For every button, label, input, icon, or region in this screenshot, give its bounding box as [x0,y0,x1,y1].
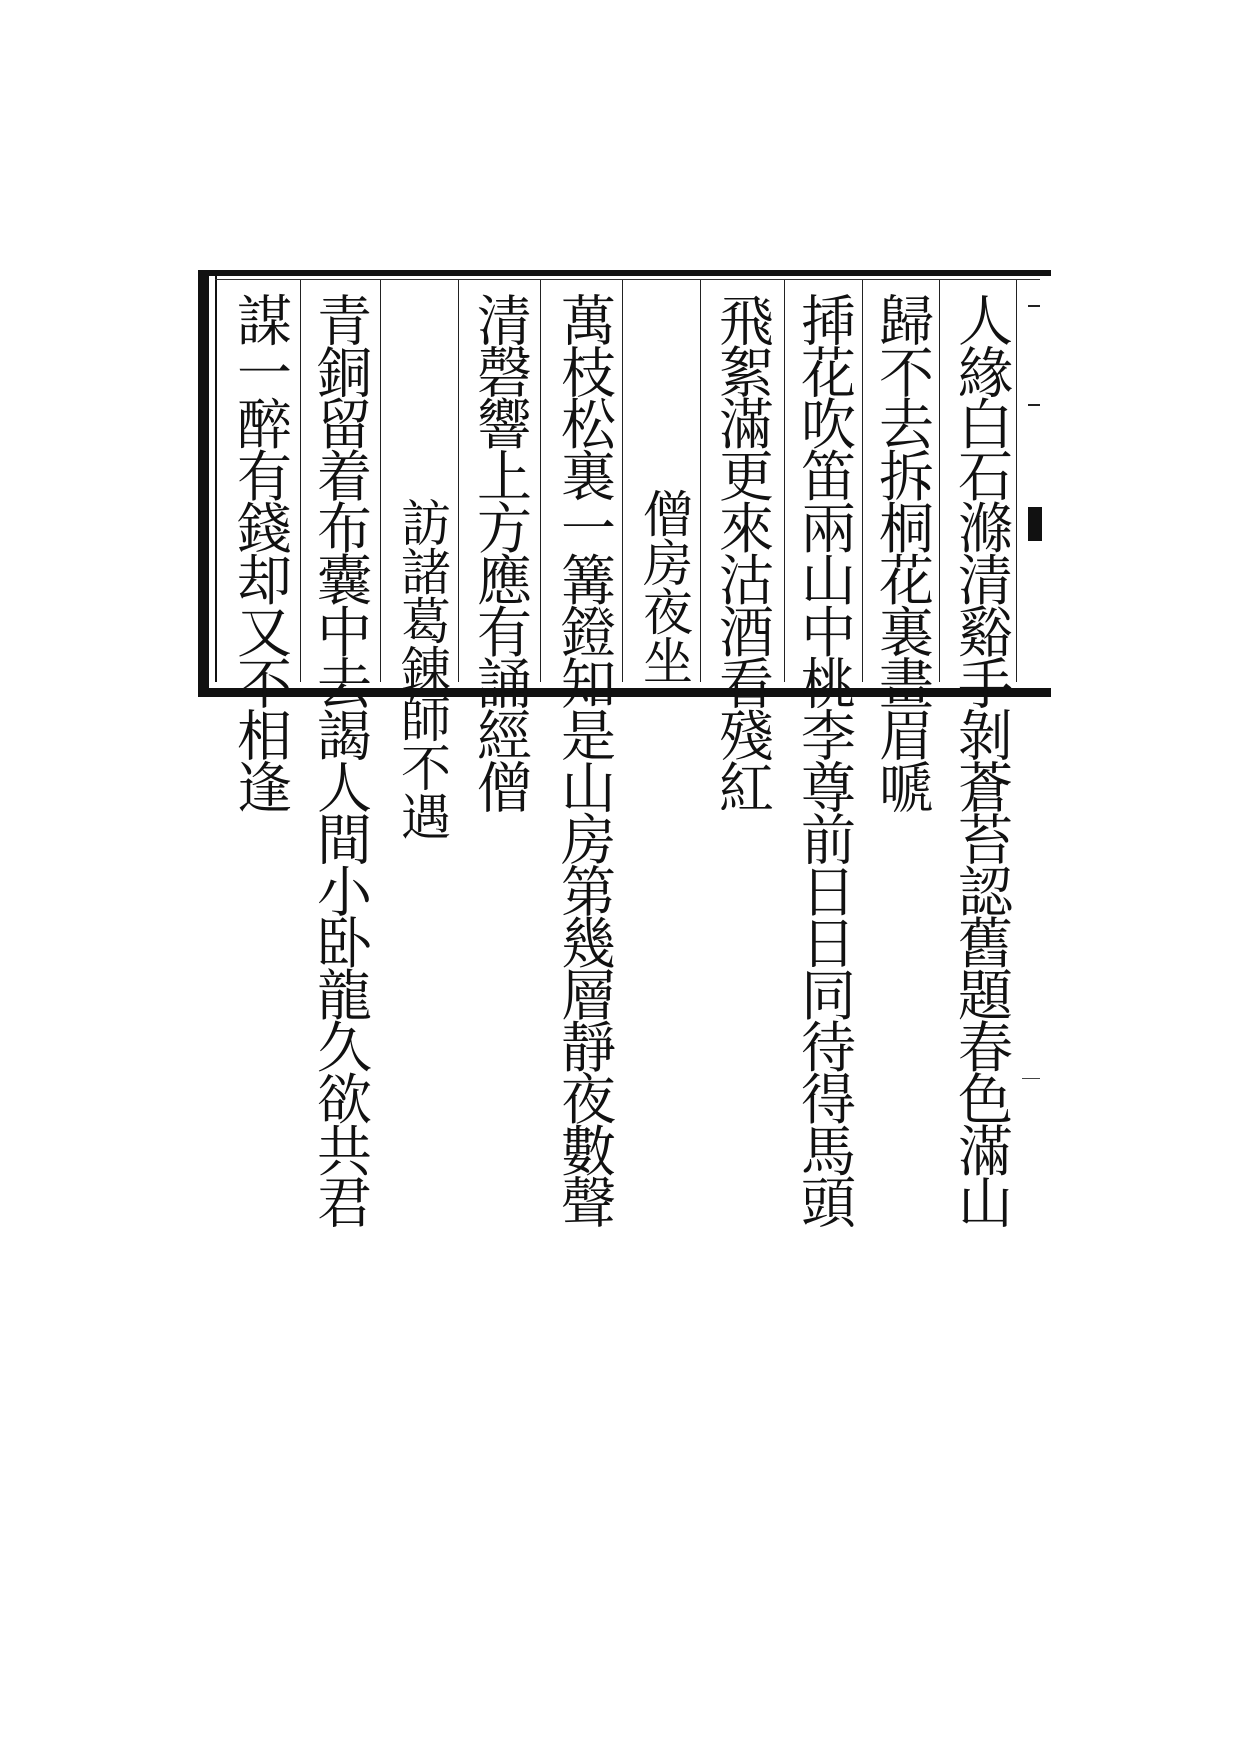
frame-inner-left-line [215,276,217,682]
fold-tick-mark [1028,305,1040,307]
frame-inner-top-line [215,279,1040,280]
text-column-2: 歸不去拆桐花裏畫眉嗁 [870,292,934,812]
fold-tick-mark [1022,1078,1040,1079]
column-rule [300,280,301,682]
text-column-6: 萬枝松裏一篝鐙知是山房第幾層靜夜數聲 [552,292,616,1227]
text-column-9: 青銅留着布囊中去謁人間小卧龍久欲共君 [308,292,372,1227]
column-rule [458,280,459,682]
column-rule [622,280,623,682]
text-column-10: 謀一醉有錢却又不相逢 [228,292,292,812]
poem-title-2: 訪諸葛錬師不遇 [393,497,451,840]
column-rule [540,280,541,682]
column-rule [380,280,381,682]
text-column-1: 人緣白石滌清谿手剝蒼苔認舊題春色滿山 [949,292,1013,1227]
text-column-4: 飛絮滿更來沽酒看殘紅 [710,292,774,812]
poem-title-1: 僧房夜坐 [635,488,693,684]
text-column-7: 清磬響上方應有誦經僧 [468,292,532,812]
column-rule [784,280,785,682]
column-rule [700,280,701,682]
column-rule [939,280,940,682]
fold-fishtail-mark [1028,507,1042,541]
text-column-3: 揷花吹笛兩山中桃李尊前日日同待得馬頭 [792,292,856,1227]
fold-tick-mark [1028,404,1040,406]
column-rule [1016,280,1017,682]
column-rule [862,280,863,682]
